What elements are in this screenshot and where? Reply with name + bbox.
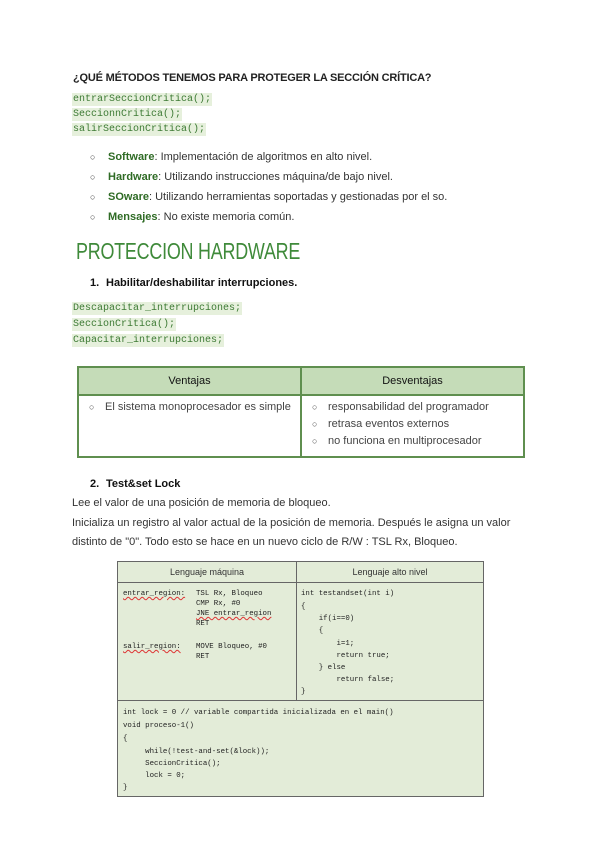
asm-line: RET [196, 653, 210, 661]
hl-code-line: if(i==0) [301, 615, 355, 623]
figure-divider [296, 562, 297, 700]
method-desc: No existe memoria común. [160, 211, 295, 223]
hl-code-line: } else [301, 664, 346, 672]
asm-label: salir_region: [123, 643, 181, 651]
bottom-code-line: SeccionCritica(); [123, 760, 221, 768]
hl-code-line: { [301, 627, 324, 635]
asm-line: CMP Rx, #0 [196, 600, 241, 608]
code-line: SeccionCritica(); [73, 319, 176, 330]
hl-code-line: { [301, 603, 306, 611]
asm-line: RET [196, 620, 210, 628]
subheading-number: 1. [90, 277, 100, 289]
method-term: Software [108, 151, 155, 163]
asm-label: entrar_region: [123, 590, 186, 598]
table-header: Ventajas [78, 367, 301, 395]
hl-code-line: i=1; [301, 640, 355, 648]
hl-code-line: int testandset(int i) [301, 590, 395, 598]
bottom-code-line: int lock = 0 // variable compartida inicializada en el main() [123, 709, 394, 717]
question-heading: ¿QUÉ MÉTODOS TENEMOS PARA PROTEGER LA SECCIÓN CRÍTICA? [73, 72, 432, 84]
paragraph-line: Inicializa un registro al valor actual de la posición de memoria. Después le asigna un valor [72, 517, 511, 529]
list-item: ○ responsabilidad del programador [310, 399, 515, 416]
bottom-code-line: void proceso-1() [123, 722, 194, 730]
paragraph-line: Lee el valor de una posición de memoria de bloqueo. [72, 497, 331, 509]
subheading-text: Habilitar/deshabilitar interrupciones. [106, 277, 298, 289]
subheading-2 [90, 478, 180, 490]
method-desc: Implementación de algoritmos en alto nivel. [157, 151, 373, 163]
code-line: Capacitar_interrupciones; [73, 335, 224, 346]
table-cell [78, 395, 301, 457]
method-sep: : [154, 151, 158, 163]
bottom-code-line: { [123, 735, 128, 743]
pros-cons-table [77, 366, 525, 458]
subheading-1 [90, 277, 297, 289]
code-line: SeccionnCritica(); [73, 109, 182, 120]
method-desc: Utilizando herramientas soportadas y gestionadas por el so. [152, 191, 448, 203]
method-sep: : [157, 211, 161, 223]
section-heading: PROTECCION HARDWARE [76, 238, 301, 264]
list-item [90, 169, 447, 189]
table-cell [301, 395, 524, 457]
methods-list [90, 149, 447, 229]
figure-divider [118, 700, 483, 701]
bottom-code-line: while(!test-and-set(&lock)); [123, 748, 270, 756]
code-figure [117, 561, 484, 797]
code-line: salirSeccionCritica(); [73, 124, 206, 135]
hl-code-line: } [301, 688, 306, 696]
method-term: SOware [108, 191, 149, 203]
method-term: Hardware [108, 171, 159, 183]
table-header: Desventajas [301, 367, 524, 395]
bottom-code-line: } [123, 784, 128, 792]
code-line: entrarSeccionCritica(); [73, 94, 212, 105]
subheading-number: 2. [90, 478, 100, 490]
asm-line: JNE entrar_region [196, 610, 272, 618]
method-sep: : [158, 171, 162, 183]
asm-line: TSL Rx, Bloqueo [196, 590, 263, 598]
asm-line: MOVE Bloqueo, #0 [196, 643, 267, 651]
figure-header-right: Lenguaje alto nivel [297, 562, 483, 583]
bottom-code-line: lock = 0; [123, 772, 186, 780]
list-item: ○ no funciona en multiprocesador [310, 433, 515, 450]
list-item [90, 209, 447, 229]
method-desc: Utilizando instrucciones máquina/de bajo nivel. [161, 171, 393, 183]
hl-code-line: return true; [301, 652, 390, 660]
paragraph-line: distinto de "0". Todo esto se hace en un nuevo ciclo de R/W : TSL Rx, Bloqueo. [72, 536, 458, 548]
list-item: ○ retrasa eventos externos [310, 416, 515, 433]
list-item: ○ El sistema monoprocesador es simple [87, 399, 292, 416]
list-item [90, 149, 447, 169]
list-item [90, 189, 447, 209]
code-line: Descapacitar_interrupciones; [73, 303, 242, 314]
method-term: Mensajes [108, 211, 158, 223]
subheading-text: Test&set Lock [106, 478, 181, 490]
figure-header-left: Lenguaje máquina [118, 562, 296, 583]
hl-code-line: return false; [301, 676, 395, 684]
method-sep: : [148, 191, 153, 203]
